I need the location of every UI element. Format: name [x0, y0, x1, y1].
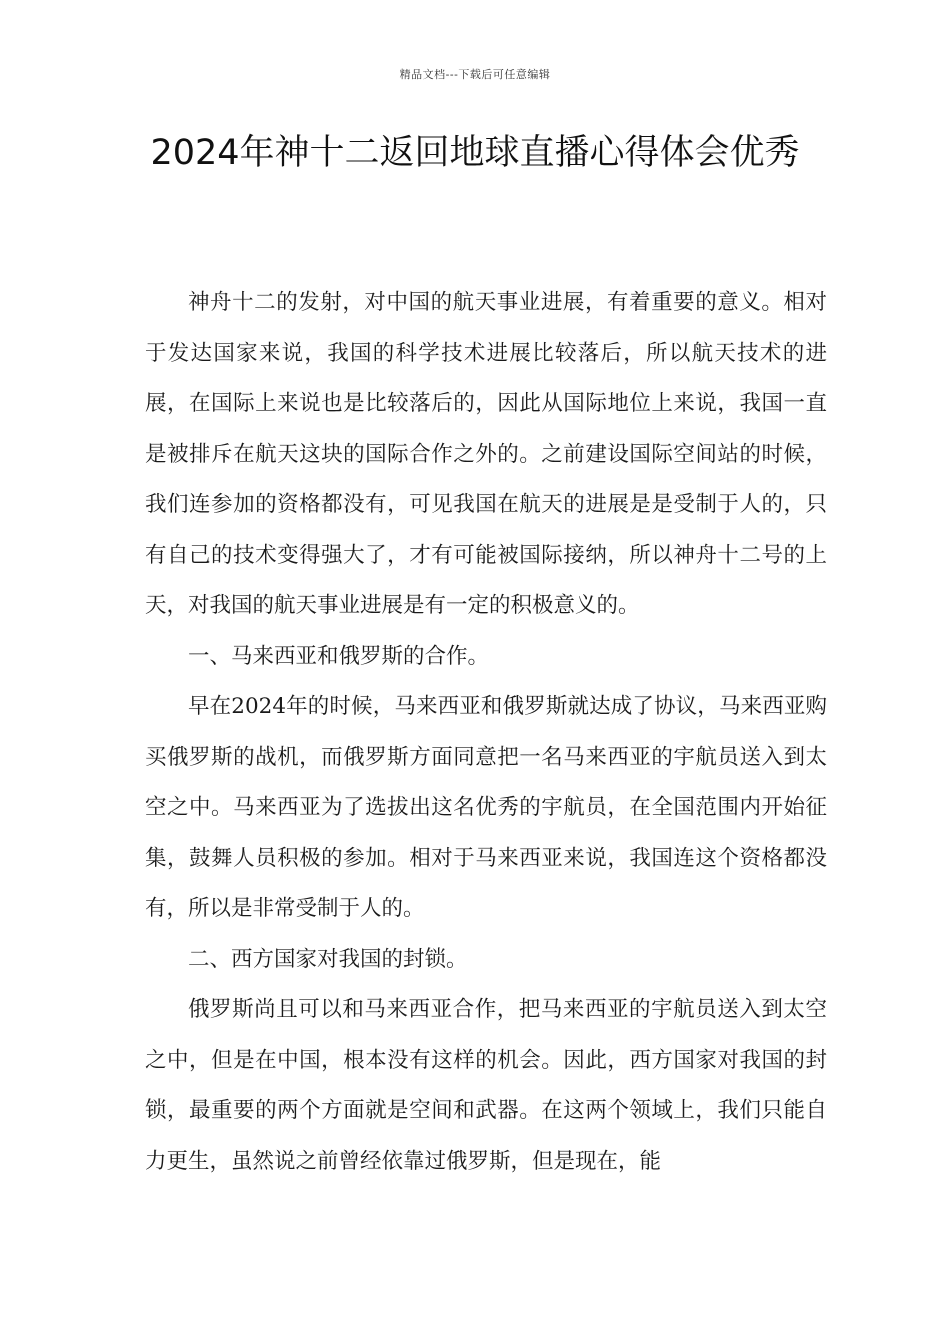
paragraph-section-2: 俄罗斯尚且可以和马来西亚合作，把马来西亚的宇航员送入到太空之中，但是在中国，根本没有这样的机会。因此，西方国家对我国的封锁，最重要的两个方面就是空间和武器。在这两个领域上，我们只能自力更生，虽然说之前曾经依靠过俄罗斯，但是现在，能	[145, 997, 827, 1174]
paragraph-intro: 神舟十二的发射，对中国的航天事业进展，有着重要的意义。相对于发达国家来说，我国的科学技术进展比较落后，所以航天技术的进展，在国际上来说也是比较落后的，因此从国际地位上来说，我国一直是被排斥在航天这块的国际合作之外的。之前建设国际空间站的时候，我们连参加的资格都没有，可见我国在航天的进展是是受制于人的，只有自己的技术变得强大了，才有可能被国际接纳，所以神舟十二号的上天，对我国的航天事业进展是有一定的积极意义的。	[145, 290, 827, 618]
document-title: 2024年神十二返回地球直播心得体会优秀	[150, 133, 800, 173]
document-body	[145, 278, 827, 1187]
paragraph-section-1: 早在2024年的时候，马来西亚和俄罗斯就达成了协议，马来西亚购买俄罗斯的战机，而俄罗斯方面同意把一名马来西亚的宇航员送入到太空之中。马来西亚为了选拔出这名优秀的宇航员，在全国范围内开始征集，鼓舞人员积极的参加。相对于马来西亚来说，我国连这个资格都没有，所以是非常受制于人的。	[145, 694, 827, 921]
header-note: 精品文档---下载后可任意编辑	[399, 68, 551, 81]
section-heading-1: 一、马来西亚和俄罗斯的合作。	[188, 643, 490, 669]
section-heading-2: 二、西方国家对我国的封锁。	[188, 946, 468, 972]
